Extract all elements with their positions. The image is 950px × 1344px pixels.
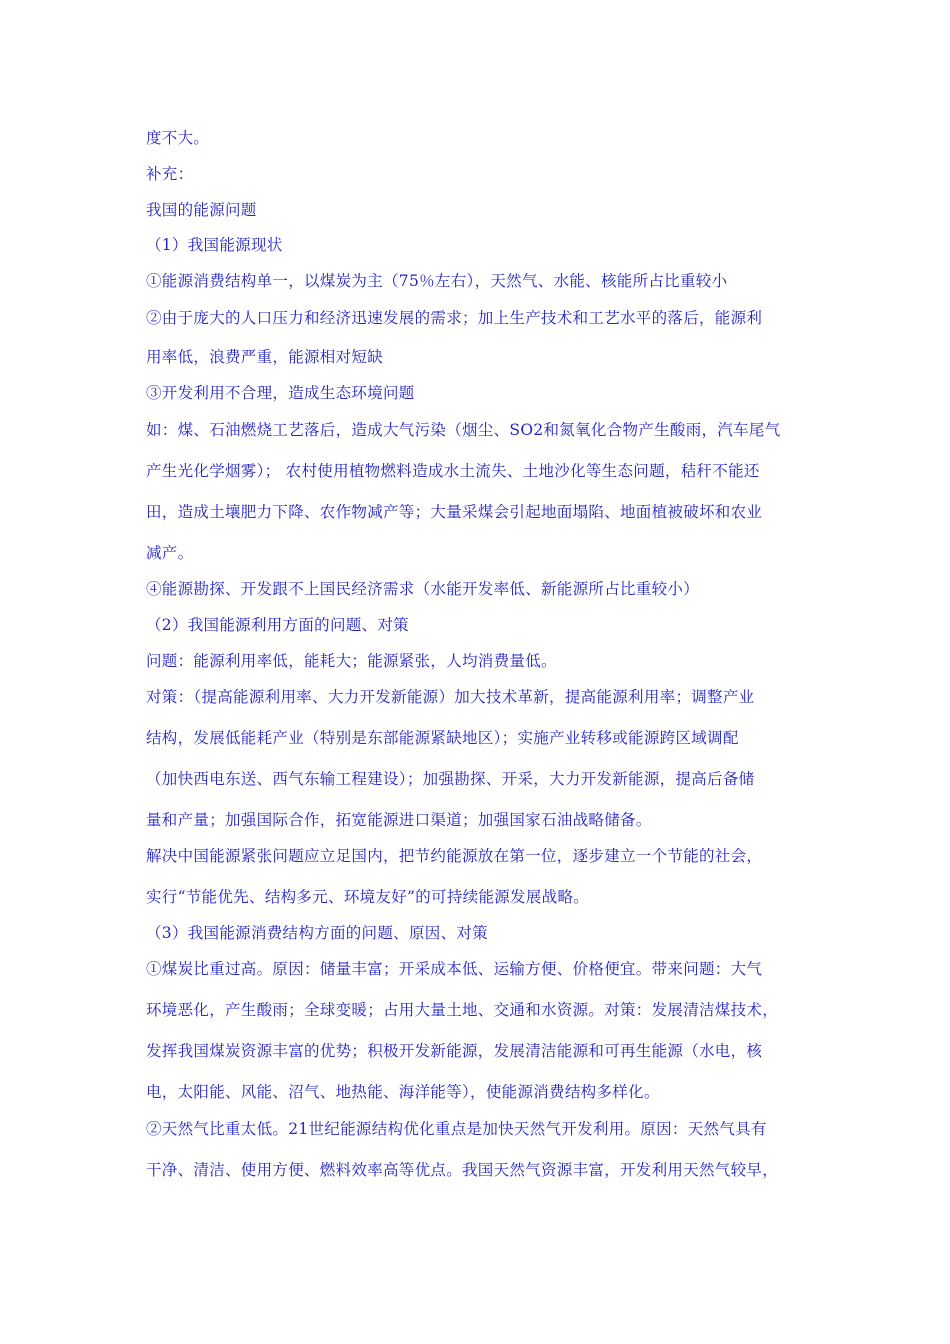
text-line: 环境恶化，产生酸雨；全球变暖；占用大量土地、交通和水资源。对策：发展清洁煤技术，	[146, 1001, 779, 1019]
text-line: 用率低，浪费严重，能源相对短缺	[146, 348, 384, 366]
section-heading: 我国的能源问题	[146, 201, 257, 219]
text-line: 实行“节能优先、结构多元、环境友好”的可持续能源发展战略。	[146, 888, 590, 906]
subsection-heading: （3）我国能源消费结构方面的问题、原因、对策	[146, 924, 488, 942]
subsection-heading: （1）我国能源现状	[146, 236, 283, 254]
text-line: ①煤炭比重过高。原因：储量丰富；开采成本低、运输方便、价格便宜。带来问题：大气	[146, 960, 763, 978]
text-line: 结构，发展低能耗产业（特别是东部能源紧缺地区）；实施产业转移或能源跨区域调配	[146, 729, 739, 747]
text-line: 发挥我国煤炭资源丰富的优势；积极开发新能源，发展清洁能源和可再生能源（水电，核	[146, 1042, 763, 1060]
text-line: ④能源勘探、开发跟不上国民经济需求（水能开发率低、新能源所占比重较小）	[146, 580, 700, 598]
text-line: 量和产量；加强国际合作，拓宽能源进口渠道；加强国家石油战略储备。	[146, 811, 652, 829]
text-line: （加快西电东送、西气东输工程建设）；加强勘探、开采，大力开发新能源，提高后备储	[146, 770, 755, 788]
text-line: 对策：（提高能源利用率、大力开发新能源）加大技术革新，提高能源利用率；调整产业	[146, 688, 755, 706]
text-line: 产生光化学烟雾）； 农村使用植物燃料造成水土流失、土地沙化等生态问题，秸秆不能还	[146, 462, 760, 480]
text-line: ②天然气比重太低。21世纪能源结构优化重点是加快天然气开发利用。原因：天然气具有	[146, 1120, 767, 1138]
text-line: ①能源消费结构单一，以煤炭为主（75％左右），天然气、水能、核能所占比重较小	[146, 272, 728, 290]
text-line: ③开发利用不合理，造成生态环境问题	[146, 384, 415, 402]
text-line: 田，造成土壤肥力下降、农作物减产等；大量采煤会引起地面塌陷、地面植被破坏和农业	[146, 503, 763, 521]
text-line: 如：煤、石油燃烧工艺落后，造成大气污染（烟尘、SO2和氮氧化合物产生酸雨，汽车尾气	[146, 421, 781, 439]
text-line: 减产。	[146, 544, 194, 562]
text-line: 度不大。	[146, 129, 210, 147]
text-line: 问题：能源利用率低，能耗大；能源紧张，人均消费量低。	[146, 652, 557, 670]
subsection-heading: （2）我国能源利用方面的问题、对策	[146, 616, 409, 634]
text-line: 解决中国能源紧张问题应立足国内，把节约能源放在第一位，逐步建立一个节能的社会，	[146, 847, 763, 865]
text-line: 补充：	[146, 165, 194, 183]
text-line: 电，太阳能、风能、沼气、地热能、海洋能等），使能源消费结构多样化。	[146, 1083, 660, 1101]
text-line: ②由于庞大的人口压力和经济迅速发展的需求；加上生产技术和工艺水平的落后，能源利	[146, 309, 763, 327]
text-line: 干净、清洁、使用方便、燃料效率高等优点。我国天然气资源丰富，开发利用天然气较早，	[146, 1161, 779, 1179]
